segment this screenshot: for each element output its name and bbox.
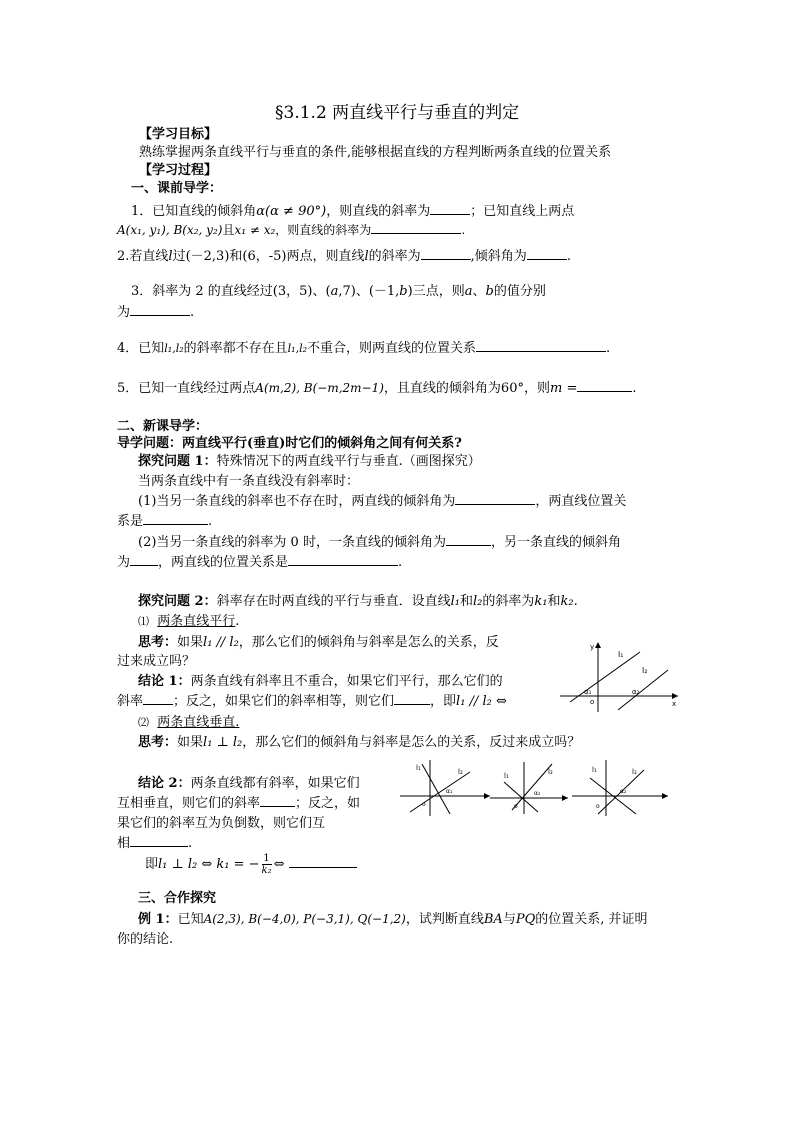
think-2-text-b: ，那么它们的倾斜角与斜率是怎么的关系，反过来成立吗？ [242,735,581,750]
fig3-l2-label: l₂ [548,768,553,776]
q1-text-d: 且 [222,223,235,237]
conclusion-2-blank-1[interactable] [260,794,295,807]
guide-question: 导学问题：两直线平行(垂直)时它们的倾斜角之间有何关系? [117,436,462,451]
part-2-num: ⑵ [138,716,149,729]
equiv-fraction-num: 1 [263,853,270,864]
q3-text-a: 3．斜率为 2 的直线经过(3，5)、( [131,284,331,299]
example-1-line-1 [138,908,648,927]
case-2-blank-2[interactable] [130,553,158,566]
case-1-text-b: ，两直线位置关 [535,494,627,509]
fig3-a2-label: α₂ [534,790,541,797]
equiv-fraction [262,853,272,876]
case-1-text-c: 系是 [117,514,144,529]
q4-text-a: 4．已知 [117,341,165,356]
case-1-blank-2[interactable] [143,512,208,525]
case-1-line-1 [138,490,626,509]
conclusion-1-blank-2[interactable] [394,692,430,705]
explore-1-text: 特殊情况下的两直线平行与垂直.（画图探究） [216,454,481,469]
fig1-o-label: o [590,698,595,706]
q1-cond-math: x₁ ≠ x₂ [234,223,276,237]
explore-2-k1: k₁ [534,594,548,609]
think-2 [138,731,580,750]
case-2-text-a: (2)当另一条直线的斜率为 0 时，一条直线的倾斜角为 [138,535,446,550]
conclusion-1-label: 结论 1： [138,674,191,689]
explore-2 [138,590,578,609]
section-2-heading: 二、新课导学： [117,419,209,434]
case-2-text-c: 为 [117,555,131,570]
think-1-line-2: 过来成立吗？ [117,654,196,669]
conclusion-2-blank-2[interactable] [130,834,188,847]
q5-angle: 60° [500,381,524,396]
q5-points-math: A(m,2), B(−m,2m−1) [255,381,384,395]
explore-2-text: 斜率存在时两直线的平行与垂直．设直线 [216,594,451,609]
fig2-l1-label: l₁ [416,764,421,772]
page-title: §3.1.2 两直线平行与垂直的判定 [275,103,520,123]
process-heading: 【学习过程】 [139,163,218,178]
q2-text-d: ,倾斜角为 [470,249,527,264]
example-1-text-c: 与 [502,912,516,927]
part-1-dot: . [235,614,240,629]
section-3-heading: 三、合作探究 [138,891,217,906]
equiv-blank[interactable] [289,855,357,868]
think-1-text-a: 如果 [177,635,204,650]
conclusion-2-label: 结论 2： [138,776,191,791]
fig1-a1-label: α₁ [584,688,592,696]
case-2-text-b: ，另一条直线的倾斜角 [490,535,621,550]
parallel-lines-figure [560,640,680,715]
case-2-blank-3[interactable] [288,553,398,566]
q2-text-b: 过(－2,3)和(6，-5)两点，则直线 [172,249,365,264]
goal-heading: 【学习目标】 [139,127,218,142]
conclusion-1-blank-1[interactable] [143,692,173,705]
q5-text-b: ，且直线的倾斜角为 [383,381,501,396]
think-2-text-a: 如果 [177,735,204,750]
q3-text-b: ,7)、(－1, [338,284,400,299]
fig1-l2-label: l₂ [642,666,648,675]
fig3-l1-label: l₁ [504,772,509,780]
perpendicular-figure-1 [400,758,492,818]
q5-m: m = [549,381,578,396]
q4-lines-math-2: l₁,l₂ [287,342,308,355]
q3-var-a-2: a [464,284,473,299]
part-1-text: 两条直线平行 [157,614,236,629]
conclusion-2-line-2 [117,792,360,811]
fig1-l1-label: l₁ [618,650,624,659]
q1-points-math: A(x₁, y₁), B(x₂, y₂) [117,223,223,237]
fig4-a2-label: α₂ [620,788,627,795]
q2-text-c: 的斜率为 [368,249,421,264]
conclusion-2-text-f: . [188,836,193,851]
goal-text: 熟练掌握两条直线平行与垂直的条件,能够根据直线的方程判断两条直线的位置关系 [139,145,612,160]
example-1-label: 例 1： [138,912,178,927]
example-1-text-d: 的位置关系, 并证明 [535,912,648,927]
case-2-line-2: 为 ，两直线的位置关系是 . [117,555,403,570]
fig2-a1-label: α₁ [446,788,453,795]
part-1-heading [138,610,239,629]
fig4-l2-label: l₂ [632,768,637,776]
conclusion-1-line-1 [138,670,503,689]
q5-text-a: 5．已知一直线经过两点 [117,381,256,396]
case-2-blank-1[interactable] [446,533,491,546]
fig1-x-label: x [672,700,677,708]
q2-text-a: 2.若直线 [117,249,169,264]
conclusion-1-text-c: ；反之，如果它们的斜率相等，则它们 [173,694,395,709]
q5-text-c: ，则 [523,381,550,396]
question-3-line-2: 为 . [117,305,195,320]
think-1-math: l₁ // l₂ [203,635,239,650]
question-1-line-2: A(x₁, y₁), B(x₂, y₂)且x₁ ≠ x₂，则直线的斜率为 . [117,223,466,237]
conclusion-2-line-1 [138,772,360,791]
q1-text-a: 1．已知直线的倾斜角 [131,204,257,219]
case-1-text-a: (1)当另一条直线的斜率也不存在时，两直线的倾斜角为 [138,494,456,509]
q3-text-c: )三点，则 [407,284,465,299]
example-1-line-2: 你的结论. [117,932,174,947]
q3-blank[interactable] [130,303,190,316]
example-1-text-a: 已知 [177,912,204,927]
think-1-text-b: ，那么它们的倾斜角与斜率是怎么的关系，反 [238,635,499,650]
case-2-text-d: ，两直线的位置关系是 [158,555,289,570]
equivalence-line [145,853,357,876]
q2-blank-1[interactable] [421,247,471,260]
part-2-text: 两条直线垂直. [157,715,240,730]
case-1-blank-1[interactable] [455,492,535,505]
conclusion-2-line-3: 果它们的斜率互为负倒数，则它们互 [117,816,326,831]
conclusion-2-text-c: ；反之，如 [295,796,361,811]
q1-blank-2[interactable] [371,221,461,234]
q4-text-c: 不重合，则两直线的位置关系 [307,341,477,356]
explore-2-l1: l₁ [450,594,460,609]
equiv-math-2: ⇔ [273,857,285,872]
explore-2-label: 探究问题 2： [138,594,217,609]
think-1-label: 思考： [138,635,178,650]
q5-blank[interactable] [577,379,632,392]
conclusion-1-text-b: 斜率 [117,694,144,709]
perpendicular-figure-2 [490,760,570,815]
case-1-line-2: 系是 . [117,514,213,529]
explore-2-end: . [573,594,578,609]
equiv-fraction-den: k₂ [261,865,272,876]
section-1-heading: 一、课前导学： [131,181,223,196]
conclusion-1-line-2 [117,690,507,709]
equiv-math-1: l₁ ⊥ l₂ ⇔ k₁ = − [158,857,260,872]
think-2-label: 思考： [138,735,178,750]
think-2-math: l₁ ⊥ l₂ [203,735,243,750]
example-1-text-b: ，试判断直线 [405,912,484,927]
explore-1-label: 探究问题 1： [138,454,217,469]
example-1-points: A(2,3), B(−4,0), P(−3,1), Q(−1,2) [203,912,406,926]
conclusion-2-text-a: 两条直线都有斜率，如果它们 [190,776,360,791]
question-4: 4．已知l₁,l₂的斜率都不存在且l₁,l₂不重合，则两直线的位置关系 . [117,341,611,356]
fig2-o-label: o [422,801,426,808]
q3-var-b-2: b [485,284,494,299]
conclusion-1-text-a: 两条直线有斜率且不重合，如果它们平行，那么它们的 [190,674,503,689]
explore-2-and-2: 和 [547,594,561,609]
fig2-l2-label: l₂ [458,768,463,776]
explore-2-k2: k₂ [560,594,574,609]
explore-1 [138,450,481,469]
q2-blank-2[interactable] [527,247,567,260]
fig1-y-label: y [590,643,595,651]
conclusion-2-line-4 [117,832,192,851]
fig4-l1-label: l₁ [592,766,597,774]
question-1-line-1 [131,200,574,219]
q4-lines-math: l₁,l₂ [164,342,184,355]
explore-2-l2: l₂ [472,594,483,609]
q2-l-1: l [168,249,173,264]
q3-text-e: 的值分别 [493,284,546,299]
q3-var-b: b [399,284,408,299]
q1-text-c: ；已知直线上两点 [470,204,575,219]
case-intro: 当两条直线中有一条直线没有斜率时： [138,474,360,489]
conclusion-2-text-b: 互相垂直，则它们的斜率 [117,796,261,811]
q2-l-2: l [364,249,369,264]
think-1-line-1 [138,631,499,650]
fig4-o-label: o [596,803,600,810]
perpendicular-figure-3 [572,758,670,818]
equiv-text-a: 即 [145,857,159,872]
q4-text-b: 的斜率都不存在且 [183,341,288,356]
example-1-ba: BA [483,912,503,927]
q3-text-d: 、 [472,284,486,299]
q1-text-b: ，则直线的斜率为 [326,204,431,219]
q3-text-f: 为 [117,305,131,320]
fig3-o-label: o [514,803,518,810]
conclusion-2-text-e: 相 [117,836,131,851]
q1-blank-1[interactable] [430,202,470,215]
question-3-line-1 [131,280,546,299]
q1-text-e: ，则直线的斜率为 [275,223,372,237]
q4-blank[interactable] [476,339,606,352]
fig1-a2-label: α₂ [632,688,640,696]
conclusion-1-math: l₁ // l₂ ⇔ [456,694,507,709]
part-2-heading [138,711,239,730]
conclusion-1-text-d: ，即 [430,694,457,709]
q1-angle-math: α(α ≠ 90°) [256,204,327,219]
question-2: 2.若直线l过(－2,3)和(6，-5)两点，则直线l的斜率为 ,倾斜角为 . [117,249,571,264]
example-1-pq: PQ [515,912,536,927]
explore-2-text-2: 的斜率为 [482,594,535,609]
explore-2-and: 和 [459,594,473,609]
part-1-num: ⑴ [138,615,149,628]
question-5: 5．已知一直线经过两点A(m,2), B(−m,2m−1)，且直线的倾斜角为60°，则m = . [117,381,637,396]
q3-var-a: a [330,284,339,299]
case-2-line-1 [138,531,621,550]
